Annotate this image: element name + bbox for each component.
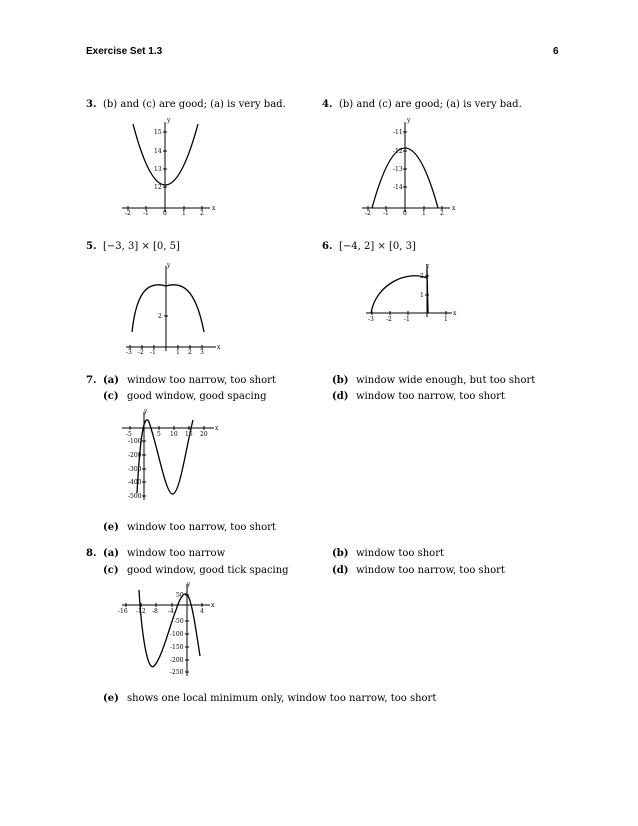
y-axis-label: y — [167, 117, 171, 124]
problem-text: (b) and (c) are good; (a) is very bad. — [339, 99, 522, 110]
part-label: (c) — [103, 391, 119, 402]
x-tick-label: -5 — [126, 431, 132, 438]
x-tick-label: 4 — [200, 608, 204, 615]
problem-number: 4. — [322, 99, 333, 110]
problem-number: 8. — [86, 548, 97, 559]
part-label: (b) — [332, 375, 349, 386]
problem-number: 3. — [86, 99, 97, 110]
page-number: 6 — [553, 46, 559, 57]
y-axis-label: y — [167, 262, 171, 269]
x-tick-label: -12 — [136, 608, 146, 615]
part-label: (c) — [103, 565, 119, 576]
part-text: good window, good tick spacing — [127, 565, 289, 576]
x-tick-label: 15 — [185, 431, 193, 438]
part-text: window too narrow, too short — [356, 391, 505, 402]
y-tick-label: -100 — [128, 438, 142, 445]
x-tick-label: 0 — [163, 210, 167, 217]
part-label: (a) — [103, 548, 119, 559]
part-text: window wide enough, but too short — [356, 375, 536, 386]
x-tick-label: -2 — [138, 349, 144, 356]
graph-problem-3 — [118, 116, 218, 216]
graph-problem-8 — [118, 580, 228, 680]
x-tick-label: -2 — [365, 210, 371, 217]
problem-7-d — [332, 391, 505, 402]
graph-problem-6 — [362, 262, 462, 332]
part-label: (e) — [103, 693, 119, 704]
problem-text: [−3, 3] × [0, 5] — [103, 241, 180, 252]
y-tick-label: -13 — [393, 166, 403, 173]
graph-problem-7 — [118, 408, 228, 508]
x-tick-label: -4 — [168, 608, 174, 615]
y-tick-label: 2 — [158, 313, 162, 320]
y-tick-label: 14 — [154, 148, 162, 155]
x-tick-label: -1 — [383, 210, 389, 217]
graph-problem-5 — [122, 260, 222, 360]
problem-8-c — [103, 565, 289, 576]
part-text: window too short — [356, 548, 444, 559]
problem-number: 6. — [322, 241, 333, 252]
problem-7-a — [86, 375, 276, 386]
problem-8-a — [86, 548, 225, 559]
x-axis-label: x — [453, 310, 457, 317]
part-label: (e) — [103, 522, 119, 533]
problem-text: [−4, 2] × [0, 3] — [339, 241, 416, 252]
x-tick-label: 1 — [422, 210, 426, 217]
y-axis-label: y — [144, 408, 148, 415]
part-label: (d) — [332, 391, 349, 402]
y-tick-label: 2 — [420, 273, 424, 280]
y-tick-label: -100 — [170, 631, 184, 638]
y-tick-label: -150 — [170, 644, 184, 651]
part-label: (b) — [332, 548, 349, 559]
x-tick-label: 5 — [157, 431, 161, 438]
y-tick-label: -200 — [128, 452, 142, 459]
part-label: (a) — [103, 375, 119, 386]
x-axis-label: x — [211, 602, 215, 609]
part-label: (d) — [332, 565, 349, 576]
problem-7-c — [103, 391, 267, 402]
x-tick-label: -2 — [125, 210, 131, 217]
y-tick-label: -500 — [128, 493, 142, 500]
x-axis-label: x — [212, 205, 216, 212]
part-text: window too narrow, too short — [127, 375, 276, 386]
x-tick-label: 2 — [200, 210, 204, 217]
x-tick-label: -8 — [152, 608, 158, 615]
x-tick-label: 1 — [176, 349, 180, 356]
x-axis-label: x — [215, 425, 219, 432]
y-axis-label: y — [407, 117, 411, 124]
problem-7-b — [332, 375, 535, 386]
problem-5 — [86, 241, 180, 252]
y-tick-label: -14 — [393, 184, 403, 191]
x-tick-label: 20 — [200, 431, 208, 438]
part-text: window too narrow, too short — [356, 565, 505, 576]
y-tick-label: -200 — [170, 657, 184, 664]
y-tick-label: -400 — [128, 479, 142, 486]
x-tick-label: 3 — [200, 349, 204, 356]
problem-number: 7. — [86, 375, 97, 386]
x-tick-label: -3 — [126, 349, 132, 356]
x-tick-label: -16 — [118, 608, 128, 615]
y-axis-label: y — [426, 263, 430, 270]
y-axis-label: y — [187, 581, 191, 588]
x-tick-label: 0 — [403, 210, 407, 217]
x-tick-label: 2 — [440, 210, 444, 217]
y-tick-label: -300 — [128, 466, 142, 473]
y-tick-label: 1 — [420, 292, 424, 299]
x-tick-label: 1 — [444, 316, 448, 323]
y-tick-label: 15 — [154, 129, 162, 136]
x-tick-label: -1 — [404, 316, 410, 323]
x-tick-label: -1 — [150, 349, 156, 356]
problem-8-d — [332, 565, 505, 576]
x-axis-label: x — [217, 344, 221, 351]
x-tick-label: 1 — [182, 210, 186, 217]
y-tick-label: -50 — [174, 618, 184, 625]
x-tick-label: -1 — [143, 210, 149, 217]
x-tick-label: -3 — [368, 316, 374, 323]
problem-8-e — [103, 693, 436, 704]
problem-7-e — [103, 522, 276, 533]
graph-problem-4 — [358, 116, 458, 216]
x-tick-label: 10 — [170, 431, 178, 438]
problem-text: (b) and (c) are good; (a) is very bad. — [103, 99, 286, 110]
x-axis-label: x — [452, 205, 456, 212]
y-tick-label: 12 — [154, 184, 162, 191]
part-text: shows one local minimum only, window too narrow, too short — [127, 693, 437, 704]
y-tick-label: 50 — [176, 592, 184, 599]
y-tick-label: -11 — [393, 129, 403, 136]
problem-8-b — [332, 548, 444, 559]
x-tick-label: 2 — [188, 349, 192, 356]
problem-3 — [86, 99, 286, 110]
part-text: window too narrow, too short — [127, 522, 276, 533]
problem-4 — [322, 99, 522, 110]
y-tick-label: -250 — [170, 669, 184, 676]
part-text: window too narrow — [127, 548, 226, 559]
curve — [132, 285, 204, 332]
x-tick-label: -2 — [386, 316, 392, 323]
header-title: Exercise Set 1.3 — [86, 46, 163, 57]
problem-6 — [322, 241, 416, 252]
y-tick-label: 13 — [154, 166, 162, 173]
curve — [139, 590, 200, 667]
part-text: good window, good spacing — [127, 391, 267, 402]
problem-number: 5. — [86, 241, 97, 252]
y-tick-label: -12 — [393, 148, 403, 155]
